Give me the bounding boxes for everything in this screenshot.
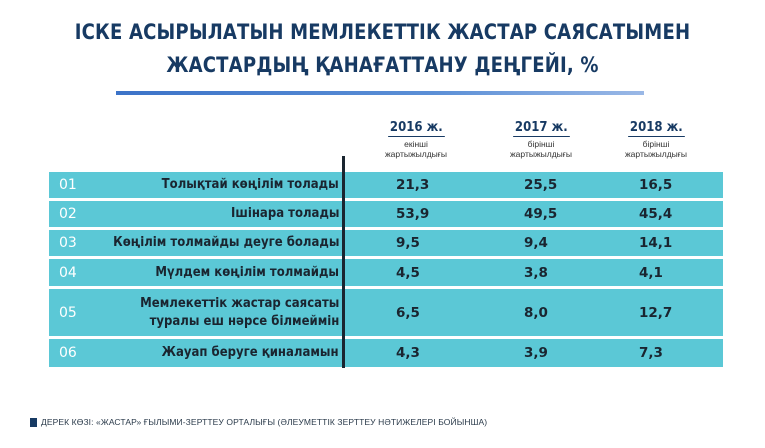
- page-title: [54, 16, 712, 82]
- row-number: 03: [59, 235, 77, 251]
- row-label: Мемлекеттік жастар саясаты туралы еш нәрсе білмеймін: [139, 295, 339, 329]
- column-header-2017: [496, 118, 586, 159]
- value-2018: 7,3: [639, 345, 663, 361]
- column-year: 2017 ж.: [514, 120, 568, 135]
- column-header-2016: [371, 118, 461, 159]
- table-row: [49, 259, 723, 286]
- value-2018: 16,5: [639, 177, 673, 193]
- column-subtitle: бірінші жартыжылдығы: [510, 139, 572, 159]
- value-2018: 4,1: [639, 264, 663, 281]
- table-row: [49, 289, 723, 336]
- table-row: [49, 339, 723, 367]
- value-2017: 9,4: [524, 235, 548, 251]
- column-subtitle: бірінші жартыжылдығы: [625, 139, 687, 159]
- value-2017: 25,5: [524, 177, 558, 193]
- table-row: [49, 172, 723, 198]
- source-note: [30, 417, 487, 427]
- value-2017: 49,5: [524, 206, 558, 222]
- row-label: Мүлдем көңілім толмайды: [155, 264, 339, 280]
- row-label: Ішінара толады: [230, 206, 339, 221]
- row-number: 02: [59, 206, 77, 222]
- value-2016: 4,5: [396, 264, 420, 281]
- column-year: 2018 ж.: [629, 120, 683, 135]
- title-line-2: ЖАСТАРДЫҢ ҚАНАҒАТТАНУ ДЕҢГЕЙІ, %: [166, 53, 599, 77]
- value-2018: 45,4: [639, 206, 673, 222]
- title-line-1: ІСКЕ АСЫРЫЛАТЫН МЕМЛЕКЕТТІК ЖАСТАР САЯСАТЫМЕН: [74, 20, 691, 44]
- column-divider: [342, 156, 345, 368]
- column-header-2018: [611, 118, 701, 159]
- value-2016: 53,9: [396, 206, 430, 222]
- row-number: 01: [59, 177, 77, 193]
- table-row: [49, 201, 723, 227]
- row-label: Жауап беруге қиналамын: [162, 345, 339, 360]
- value-2017: 8,0: [524, 304, 548, 321]
- column-year: 2016 ж.: [389, 120, 443, 135]
- row-number: 06: [59, 345, 77, 361]
- row-number: 05: [59, 304, 77, 321]
- bullet-square-icon: [30, 418, 37, 427]
- source-text: ДЕРЕК КӨЗІ: «ЖАСТАР» ҒЫЛЫМИ-ЗЕРТТЕУ ОРТАЛЫҒЫ (ӘЛЕУМЕТТІК ЗЕРТТЕУ НӘТИЖЕЛЕРІ БОЙЫНША): [41, 417, 488, 427]
- value-2017: 3,9: [524, 345, 548, 361]
- value-2017: 3,8: [524, 264, 548, 281]
- column-subtitle: екінші жартыжылдығы: [385, 139, 447, 159]
- row-number: 04: [59, 264, 77, 281]
- value-2016: 4,3: [396, 345, 420, 361]
- value-2016: 6,5: [396, 304, 420, 321]
- value-2016: 21,3: [396, 177, 430, 193]
- value-2016: 9,5: [396, 235, 420, 251]
- value-2018: 14,1: [639, 235, 673, 251]
- value-2018: 12,7: [639, 304, 673, 321]
- row-label: Толықтай көңілім толады: [161, 177, 339, 192]
- row-label: Көңілім толмайды деуге болады: [112, 235, 339, 250]
- title-underline: [116, 91, 644, 95]
- table-row: [49, 230, 723, 256]
